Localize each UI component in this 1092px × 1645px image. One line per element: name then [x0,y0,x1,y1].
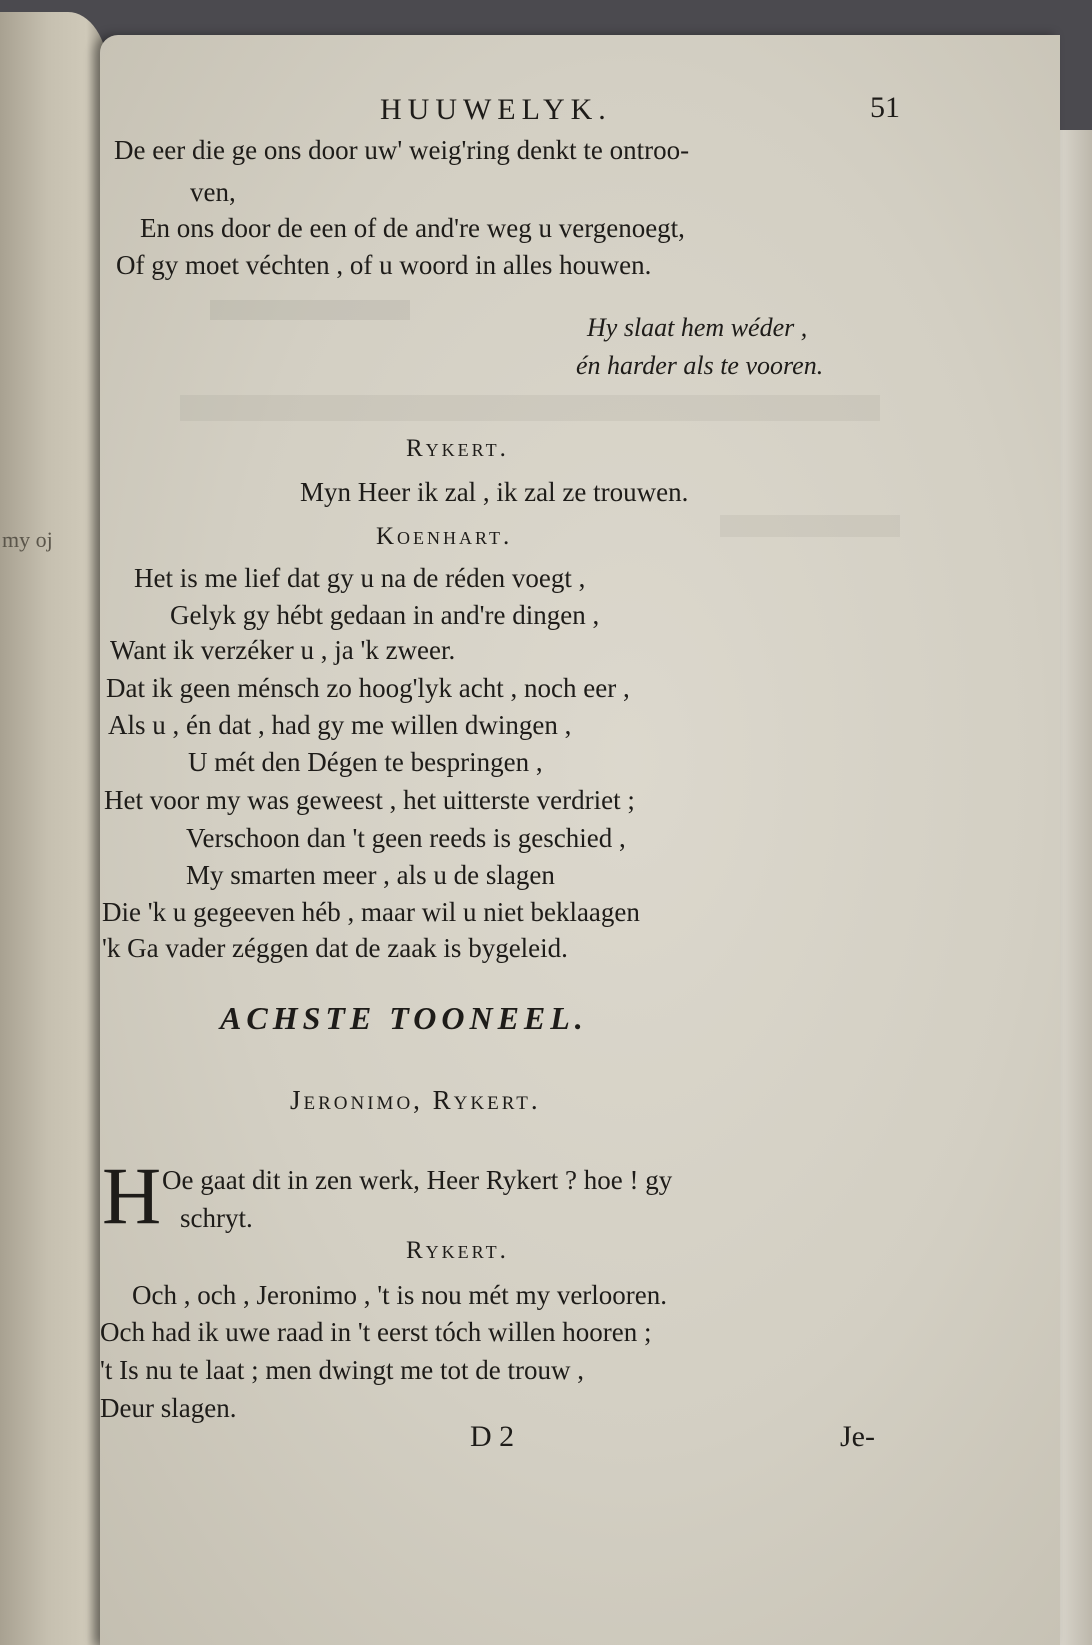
show-through-mark [210,300,410,320]
verse-line: De eer die ge ons door uw' weig'ring denkt te ontroo- [114,135,690,165]
speaker-name: Koenhart. [376,523,513,550]
verse-line: Och had ik uwe raad in 't eerst tóch willen hooren ; [100,1317,652,1347]
show-through-mark [720,515,900,537]
show-through-mark [180,395,880,421]
verse-line: Dat ik geen ménsch zo hoog'lyk acht , noch eer , [106,673,630,703]
verse-line: ven, [190,177,236,207]
verse-line: My smarten meer , als u de slagen [186,860,555,890]
verse-line: En ons door de een of de and're weg u vergenoegt, [140,213,685,243]
left-page-edge [0,12,108,1645]
verse-line: 't Is nu te laat ; men dwingt me tot de trouw , [100,1355,585,1385]
page-stack-edge [1060,130,1092,1645]
scene-title: ACHSTE TOONEEL. [220,1000,588,1036]
stage-direction: én harder als te vooren. [576,351,824,380]
scene-characters: Jeronimo, Rykert. [290,1085,541,1115]
running-header: HUUWELYK. [380,93,612,126]
verse-line: Gelyk gy hébt gedaan in and're dingen , [170,600,600,630]
verse-line: Verschoon dan 't geen reeds is geschied , [186,823,626,853]
drop-cap: H [102,1150,162,1241]
verse-line: Het voor my was geweest , het uitterste verdriet ; [104,785,635,815]
verse-line: schryt. [180,1203,253,1233]
book-page [100,35,1060,1645]
verse-line: Die 'k u gegeeven héb , maar wil u niet beklaagen [102,897,640,927]
signature-mark: D 2 [470,1420,515,1453]
verse-line: Het is me lief dat gy u na de réden voegt , [134,563,586,593]
verse-line: Deur slagen. [100,1393,237,1423]
verse-line: Oe gaat dit in zen werk, Heer Rykert ? hoe ! gy [162,1165,673,1195]
page-number: 51 [870,91,900,124]
catchword: Je- [840,1420,875,1453]
speaker-name: Rykert. [406,435,509,462]
stage-direction: Hy slaat hem wéder , [587,313,808,342]
verse-line: Och , och , Jeronimo , 't is nou mét my verlooren. [132,1280,668,1310]
verse-line: Myn Heer ik zal , ik zal ze trouwen. [300,477,689,507]
speaker-name: Rykert. [406,1237,509,1264]
verse-line: Want ik verzéker u , ja 'k zweer. [110,635,456,665]
left-page-fragment: my oj [2,527,53,552]
verse-line: Of gy moet véchten , of u woord in alles houwen. [116,250,652,280]
verse-line: Als u , én dat , had gy me willen dwingen , [108,710,572,740]
verse-line: U mét den Dégen te bespringen , [188,747,543,777]
verse-line: 'k Ga vader zéggen dat de zaak is bygeleid. [102,933,568,963]
